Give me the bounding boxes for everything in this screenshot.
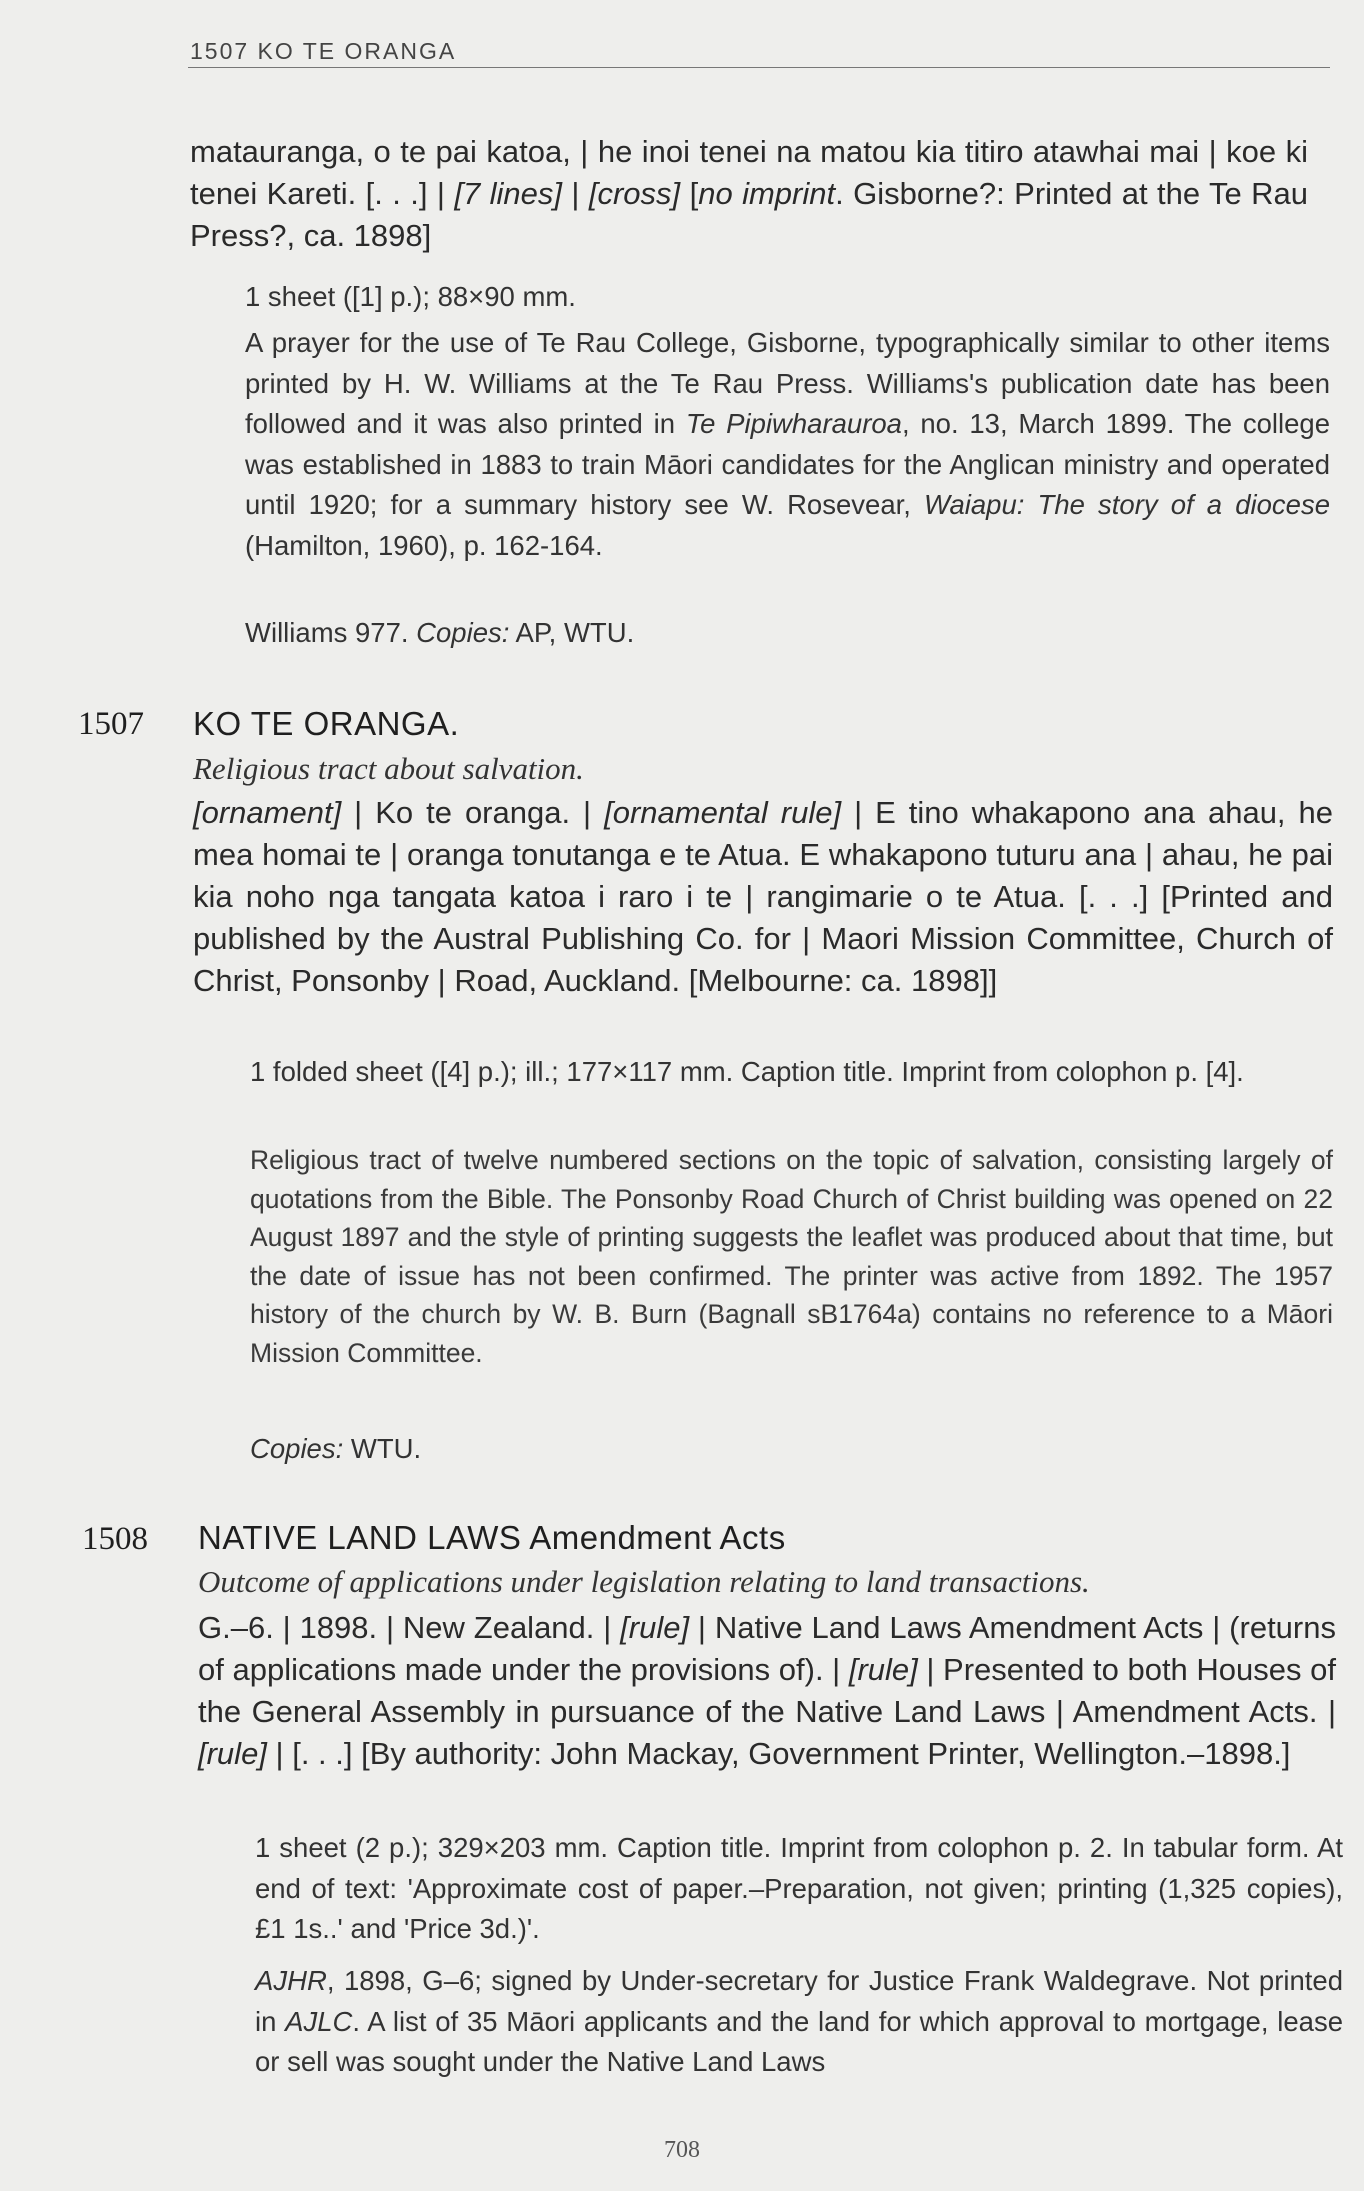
previous-entry-collation: 1 sheet ([1] p.); 88×90 mm. [245,281,576,312]
previous-entry-references: Williams 977. Copies: AP, WTU. [245,617,635,648]
entry-collation: 1 folded sheet ([4] p.); ill.; 177×117 mm. Caption title. Imprint from colophon p. [4]. [250,1056,1244,1087]
entry-subtitle: Religious tract about salvation. [193,751,584,786]
entry-number: 1507 [78,706,144,742]
previous-entry-note: A prayer for the use of Te Rau College, Gisborne, typographically similar to other items printed by H. W. Williams at the Te Rau Press. Williams's publication date has been followed and it was also printed in Te Pipiwharauroa, no. 13, March 1899. The college was established in 1883 to train Māori candidates for the Anglican ministry and operated until 1920; for a summary history see W. Rosevear, Waiapu: The story of a diocese (Hamilton, 1960), p. 162-164. [245,327,1330,561]
entry-note: Religious tract of twelve numbered sections on the topic of salvation, consisting largely of quotations from the Bible. The Ponsonby Road Church of Christ building was opened on 22 August 1897 and the style of printing suggests the leaflet was produced about that time, but the date of issue has not been confirmed. The printer was active from 1892. The 1957 history of the church by W. B. Burn (Bagnall sB1764a) contains no reference to a Māori Mission Committee. [250,1145,1333,1368]
header-rule [188,67,1330,68]
entry-collation: 1 sheet (2 p.); 329×203 mm. Caption title. Imprint from colophon p. 2. In tabular form. At end of text: 'Approximate cost of paper.–Preparation, not given; printing (1,325 copies), £1 1s..' and 'Price 3d.)'. [255,1832,1343,1944]
entry-heading: KO TE ORANGA. [193,705,460,742]
running-head: 1507 KO TE ORANGA [190,38,457,64]
entry-heading: NATIVE LAND LAWS Amendment Acts [198,1519,786,1556]
entry-copies: Copies: WTU. [250,1433,422,1464]
entry-subtitle: Outcome of applications under legislation relating to land transactions. [198,1564,1090,1599]
previous-entry-title: matauranga, o te pai katoa, | he inoi tenei na matou kia titiro atawhai mai | koe ki tenei Kareti. [. . .] | [7 lines] | [cross] [no imprint. Gisborne?: Printed at the Te Rau Press?, ca. 1898] [190,134,1309,253]
entry-number: 1508 [82,1521,148,1557]
page-number: 708 [664,2137,700,2163]
entry-transcription: G.–6. | 1898. | New Zealand. | [rule] | Native Land Laws Amendment Acts | (returns of applications made under the provisions of). | [rule] | Presented to both Houses of the General Assembly in pursuance of the Native Land Laws | Amendment Acts. | [rule] | [. . .] [By authority: John Mackay, Government Printer, Wellington.–1898.] [198,1610,1336,1771]
entry-transcription: [ornament] | Ko te oranga. | [ornamental rule] | E tino whakapono ana ahau, he mea homai te | oranga tonutanga e te Atua. E whakapono tuturu ana | ahau, he pai kia noho nga tangata katoa i raro i te | rangimarie o te Atua. [. . .] [Printed and published by the Austral Publishing Co. for | Maori Mission Committee, Church of Christ, Ponsonby | Road, Auckland. [Melbourne: ca. 1898]] [193,795,1334,998]
entry-note: AJHR, 1898, G–6; signed by Under-secretary for Justice Frank Waldegrave. Not printed in AJLC. A list of 35 Māori applicants and the land for which approval to mortgage, lease or sell was sought under the Native Land Laws [255,1965,1343,2077]
